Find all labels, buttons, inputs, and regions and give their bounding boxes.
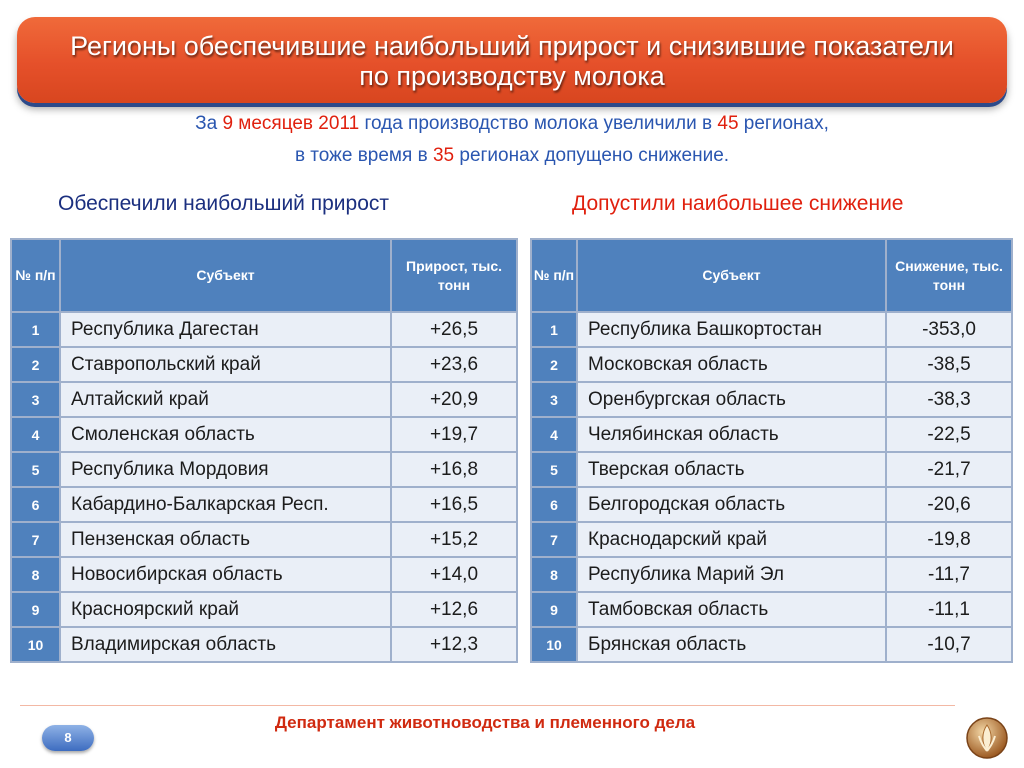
row-subject: Оренбургская область bbox=[577, 382, 886, 417]
row-subject: Смоленская область bbox=[60, 417, 391, 452]
row-value: -20,6 bbox=[886, 487, 1012, 522]
row-value: +26,5 bbox=[391, 312, 517, 347]
row-subject: Челябинская область bbox=[577, 417, 886, 452]
row-number: 7 bbox=[11, 522, 60, 557]
row-subject: Тамбовская область bbox=[577, 592, 886, 627]
footer-divider bbox=[20, 705, 955, 706]
table-row bbox=[11, 592, 517, 627]
table-row bbox=[11, 417, 517, 452]
row-number: 1 bbox=[11, 312, 60, 347]
row-number: 5 bbox=[11, 452, 60, 487]
row-value: -11,1 bbox=[886, 592, 1012, 627]
row-subject: Красноярский край bbox=[60, 592, 391, 627]
table-row bbox=[11, 312, 517, 347]
row-number: 10 bbox=[11, 627, 60, 662]
table-row bbox=[11, 627, 517, 662]
table-row bbox=[11, 522, 517, 557]
row-value: +14,0 bbox=[391, 557, 517, 592]
row-value: +12,3 bbox=[391, 627, 517, 662]
table-row bbox=[531, 417, 1012, 452]
row-subject: Новосибирская область bbox=[60, 557, 391, 592]
table-row bbox=[531, 522, 1012, 557]
row-subject: Республика Башкортостан bbox=[577, 312, 886, 347]
col-subject-header: Субъект bbox=[60, 239, 391, 312]
footer-department: Департамент животноводства и племенного дела bbox=[274, 713, 696, 732]
table-row bbox=[531, 592, 1012, 627]
col-value-header: Прирост, тыс. тонн bbox=[391, 239, 517, 312]
row-value: -11,7 bbox=[886, 557, 1012, 592]
row-number: 2 bbox=[531, 347, 577, 382]
row-subject: Алтайский край bbox=[60, 382, 391, 417]
row-number: 2 bbox=[11, 347, 60, 382]
slide-title-line2: по производству молока bbox=[359, 61, 665, 91]
row-value: +16,5 bbox=[391, 487, 517, 522]
row-value: -22,5 bbox=[886, 417, 1012, 452]
row-subject: Пензенская область bbox=[60, 522, 391, 557]
row-number: 4 bbox=[11, 417, 60, 452]
row-value: -353,0 bbox=[886, 312, 1012, 347]
row-value: -19,8 bbox=[886, 522, 1012, 557]
row-value: +19,7 bbox=[391, 417, 517, 452]
ministry-emblem-icon bbox=[965, 716, 1009, 760]
table-header-row bbox=[11, 239, 517, 312]
row-number: 7 bbox=[531, 522, 577, 557]
row-value: -21,7 bbox=[886, 452, 1012, 487]
row-number: 10 bbox=[531, 627, 577, 662]
decline-table bbox=[530, 238, 1013, 663]
growth-table bbox=[10, 238, 518, 663]
col-num-header: № п/п bbox=[11, 239, 60, 312]
title-banner bbox=[17, 17, 1007, 103]
table-row bbox=[531, 557, 1012, 592]
row-subject: Кабардино-Балкарская Респ. bbox=[60, 487, 391, 522]
table-row bbox=[531, 312, 1012, 347]
row-value: -38,3 bbox=[886, 382, 1012, 417]
row-number: 8 bbox=[11, 557, 60, 592]
row-subject: Владимирская область bbox=[60, 627, 391, 662]
page-number: 8 bbox=[42, 725, 94, 751]
row-subject: Республика Мордовия bbox=[60, 452, 391, 487]
row-value: +12,6 bbox=[391, 592, 517, 627]
row-subject: Республика Дагестан bbox=[60, 312, 391, 347]
row-subject: Ставропольский край bbox=[60, 347, 391, 382]
table-row bbox=[531, 382, 1012, 417]
table-row bbox=[531, 452, 1012, 487]
table-header-row bbox=[531, 239, 1012, 312]
row-value: +23,6 bbox=[391, 347, 517, 382]
table-row bbox=[531, 487, 1012, 522]
row-number: 3 bbox=[531, 382, 577, 417]
decline-heading: Допустили наибольшее снижение bbox=[572, 192, 904, 215]
row-value: +15,2 bbox=[391, 522, 517, 557]
row-number: 4 bbox=[531, 417, 577, 452]
row-number: 6 bbox=[531, 487, 577, 522]
col-value-header: Снижение, тыс. тонн bbox=[886, 239, 1012, 312]
col-num-header: № п/п bbox=[531, 239, 577, 312]
row-value: +16,8 bbox=[391, 452, 517, 487]
row-subject: Московская область bbox=[577, 347, 886, 382]
row-number: 1 bbox=[531, 312, 577, 347]
row-subject: Республика Марий Эл bbox=[577, 557, 886, 592]
row-value: +20,9 bbox=[391, 382, 517, 417]
row-number: 8 bbox=[531, 557, 577, 592]
growth-heading: Обеспечили наибольший прирост bbox=[58, 192, 389, 215]
row-number: 9 bbox=[11, 592, 60, 627]
row-value: -10,7 bbox=[886, 627, 1012, 662]
row-value: -38,5 bbox=[886, 347, 1012, 382]
table-row bbox=[11, 557, 517, 592]
row-subject: Тверская область bbox=[577, 452, 886, 487]
table-row bbox=[531, 347, 1012, 382]
row-number: 5 bbox=[531, 452, 577, 487]
row-subject: Краснодарский край bbox=[577, 522, 886, 557]
summary-line2: в тоже время в 35 регионах допущено снижение. bbox=[294, 145, 730, 166]
table-row bbox=[531, 627, 1012, 662]
table-row bbox=[11, 487, 517, 522]
table-row bbox=[11, 347, 517, 382]
slide-title-line1: Регионы обеспечившие наибольший прирост и снизившие показатели bbox=[70, 31, 954, 61]
row-number: 9 bbox=[531, 592, 577, 627]
table-row bbox=[11, 382, 517, 417]
row-number: 6 bbox=[11, 487, 60, 522]
row-subject: Брянская область bbox=[577, 627, 886, 662]
col-subject-header: Субъект bbox=[577, 239, 886, 312]
row-number: 3 bbox=[11, 382, 60, 417]
summary-line1: За 9 месяцев 2011 года производство молока увеличили в 45 регионах, bbox=[195, 113, 829, 134]
row-subject: Белгородская область bbox=[577, 487, 886, 522]
table-row bbox=[11, 452, 517, 487]
